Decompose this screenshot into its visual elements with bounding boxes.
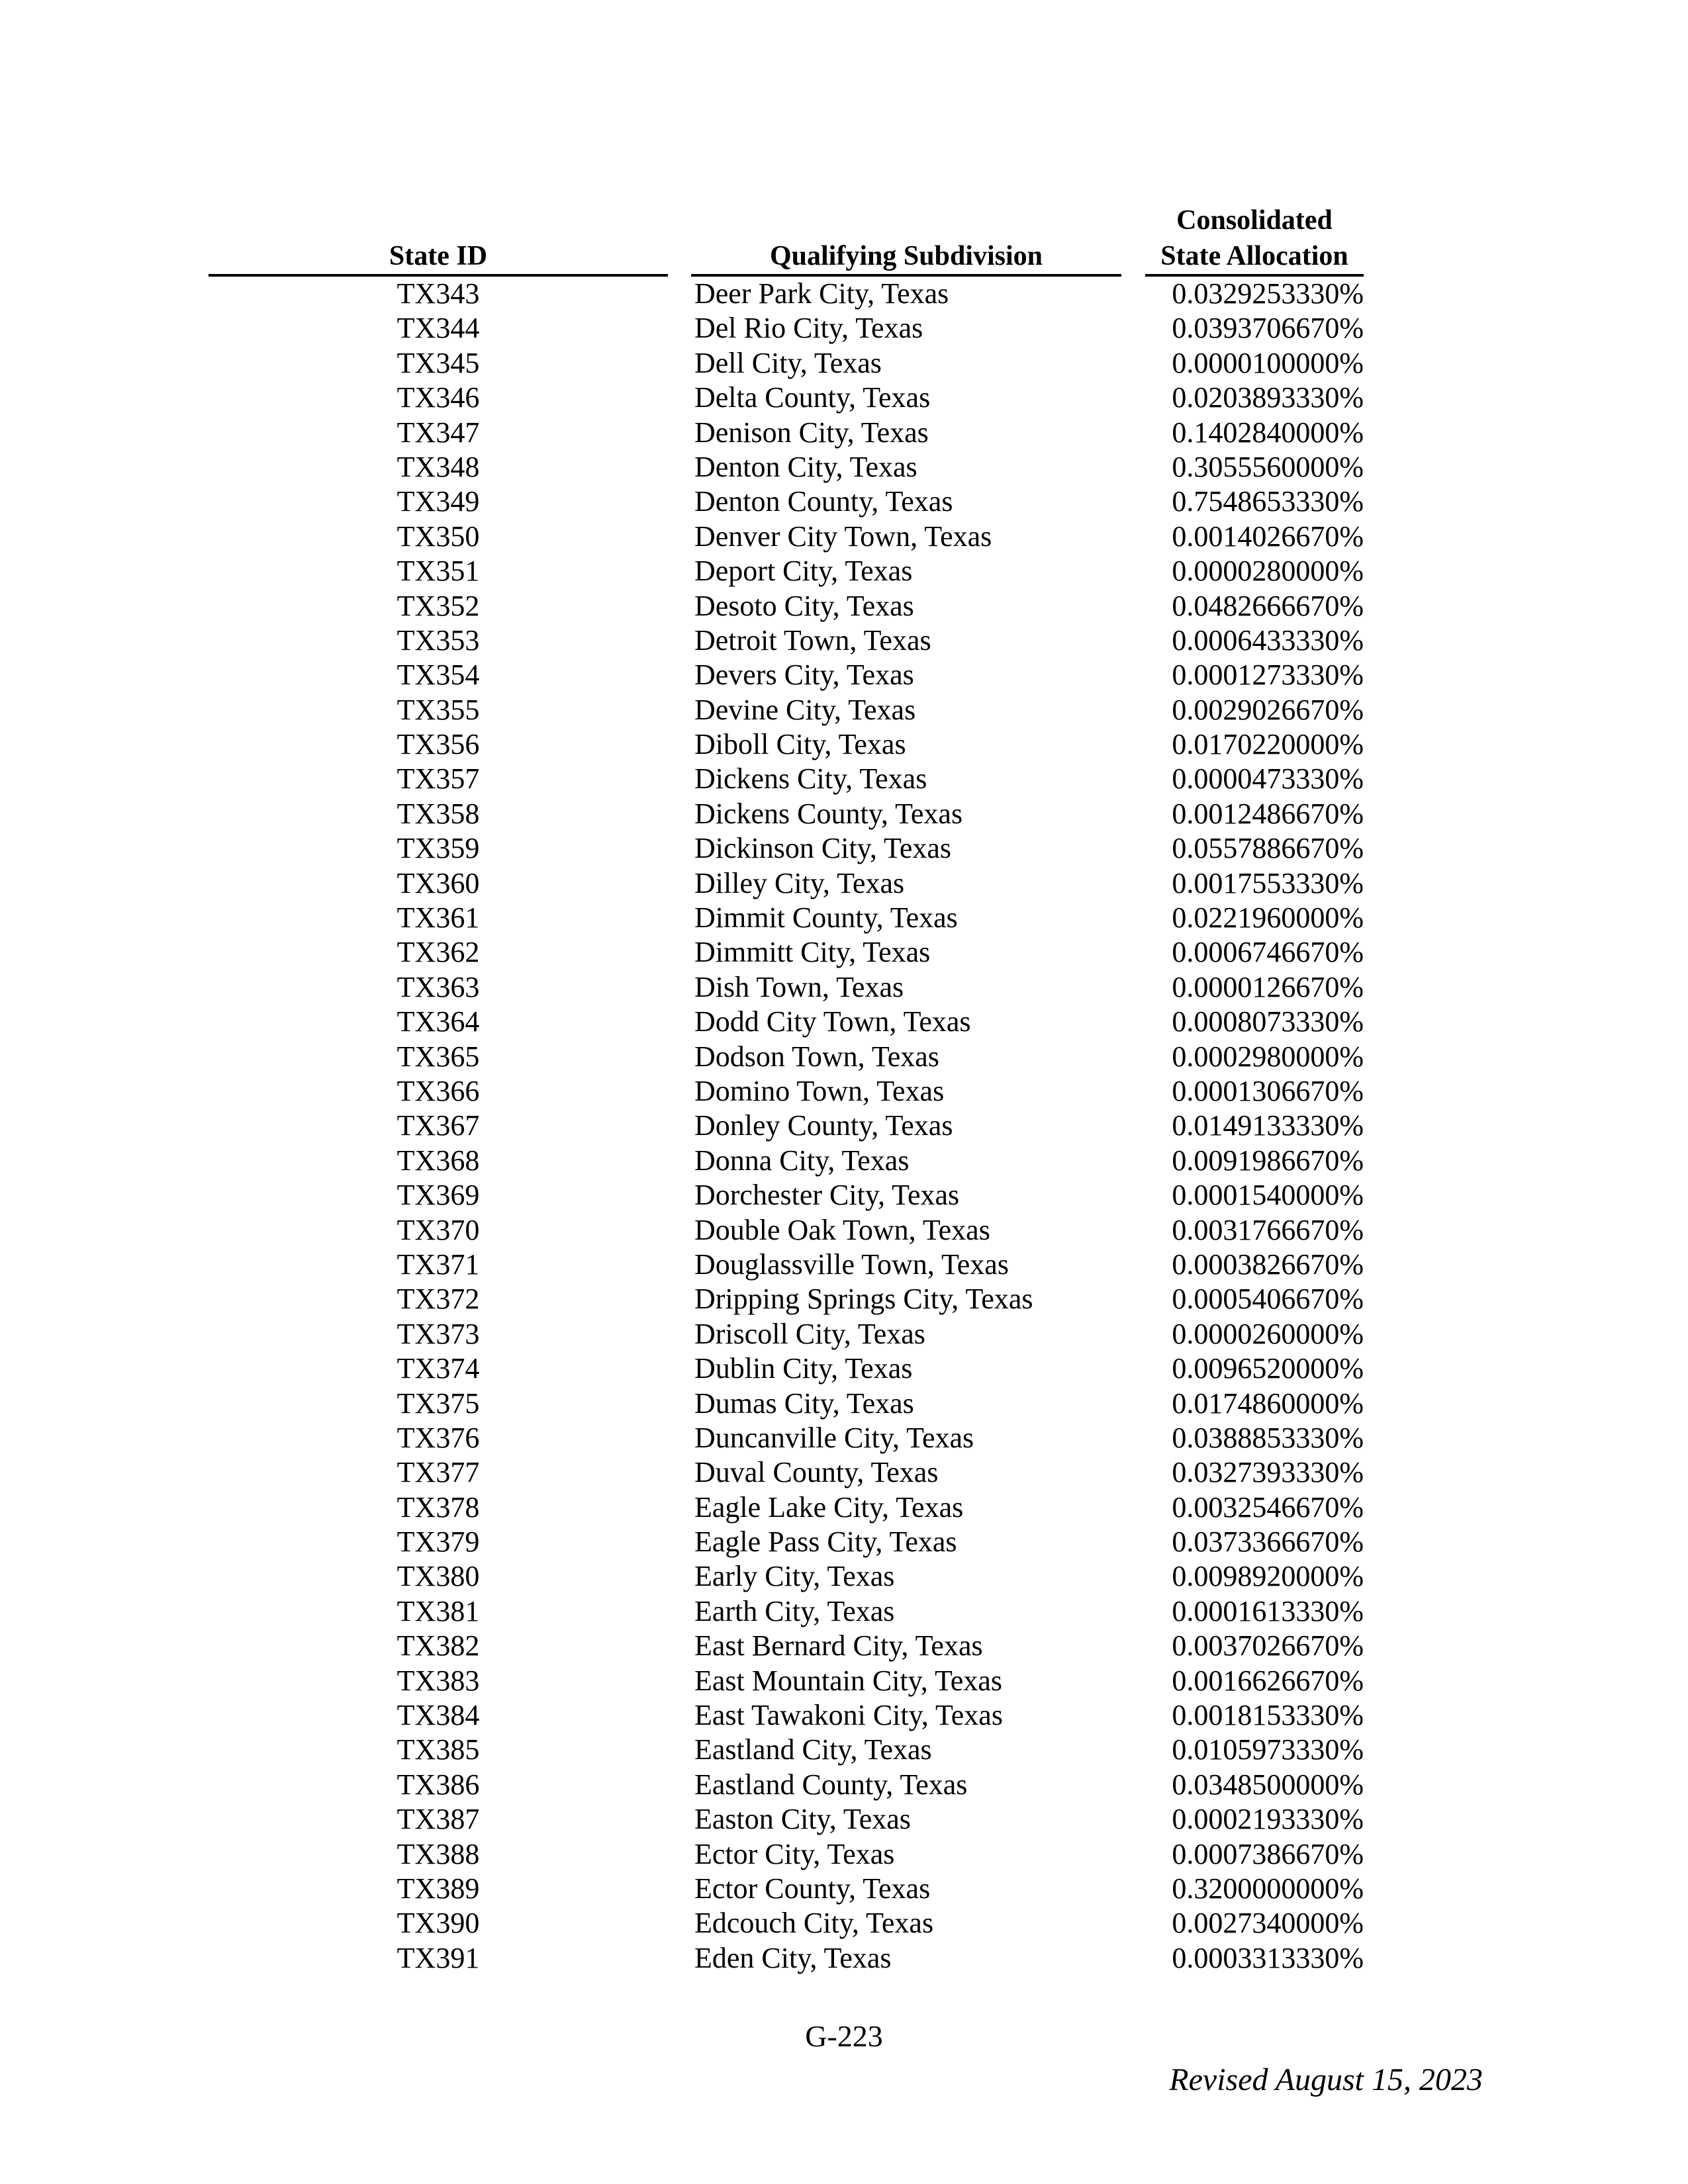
subdivision-cell: Duncanville City, Texas [694, 1421, 974, 1454]
state-id-cell: TX350 [397, 520, 480, 553]
table-row [0, 1768, 1688, 1802]
subdivision-cell: Eden City, Texas [694, 1941, 892, 1974]
subdivision-cell: Diboll City, Texas [694, 728, 906, 761]
state-id-cell: TX384 [397, 1699, 480, 1732]
allocation-cell: 0.3055560000% [1172, 450, 1364, 483]
allocation-cell: 0.0000126670% [1172, 970, 1364, 1003]
allocation-cell: 0.0388853330% [1172, 1421, 1364, 1454]
allocation-cell: 0.0014026670% [1172, 520, 1364, 553]
table-row [0, 831, 1688, 866]
table-row [0, 450, 1688, 484]
state-id-cell: TX344 [397, 312, 480, 345]
table-row [0, 381, 1688, 415]
table-row [0, 1074, 1688, 1109]
table-row [0, 1421, 1688, 1455]
table-row [0, 970, 1688, 1005]
table-row [0, 1282, 1688, 1316]
allocation-cell: 0.0221960000% [1172, 901, 1364, 934]
subdivision-cell: Dell City, Texas [694, 346, 882, 379]
allocation-cell: 0.0000473330% [1172, 762, 1364, 796]
subdivision-cell: Eagle Pass City, Texas [694, 1525, 957, 1559]
allocation-cell: 0.0105973330% [1172, 1733, 1364, 1766]
subdivision-cell: Devers City, Texas [694, 659, 914, 692]
state-id-cell: TX389 [397, 1872, 480, 1905]
table-row [0, 1455, 1688, 1490]
subdivision-cell: Dorchester City, Texas [694, 1179, 960, 1212]
subdivision-cell: Detroit Town, Texas [694, 623, 931, 657]
allocation-cell: 0.0003826670% [1172, 1248, 1364, 1281]
state-id-cell: TX369 [397, 1179, 480, 1212]
subdivision-cell: Deport City, Texas [694, 555, 913, 588]
table-row [0, 1802, 1688, 1837]
subdivision-cell: Eastland County, Texas [694, 1768, 968, 1801]
allocation-cell: 0.0149133330% [1172, 1109, 1364, 1142]
table-row [0, 311, 1688, 345]
subdivision-cell: East Mountain City, Texas [694, 1664, 1002, 1697]
table-row [0, 1317, 1688, 1351]
subdivision-cell: Dimmit County, Texas [694, 901, 958, 934]
subdivision-cell: Del Rio City, Texas [694, 312, 923, 345]
table-row [0, 1559, 1688, 1594]
table-row [0, 866, 1688, 901]
state-id-cell: TX391 [397, 1941, 480, 1974]
state-id-cell: TX379 [397, 1525, 480, 1559]
state-id-cell: TX343 [397, 277, 480, 310]
allocation-cell: 0.0174860000% [1172, 1387, 1364, 1420]
table-row [0, 1664, 1688, 1698]
table-row [0, 1733, 1688, 1767]
subdivision-cell: Edcouch City, Texas [694, 1907, 934, 1940]
state-id-cell: TX348 [397, 450, 480, 483]
allocation-cell: 0.0329253330% [1172, 277, 1364, 310]
allocation-cell: 0.0096520000% [1172, 1352, 1364, 1385]
table-row [0, 658, 1688, 692]
allocation-cell: 0.0001273330% [1172, 659, 1364, 692]
subdivision-cell: Dripping Springs City, Texas [694, 1283, 1033, 1316]
allocation-table-body [0, 277, 1688, 1976]
state-id-cell: TX358 [397, 797, 480, 830]
table-row [0, 693, 1688, 727]
state-id-cell: TX372 [397, 1283, 480, 1316]
allocation-cell: 0.0003313330% [1172, 1941, 1364, 1974]
table-row [0, 416, 1688, 450]
table-row [0, 1490, 1688, 1525]
table-row [0, 1872, 1688, 1906]
table-row [0, 1941, 1688, 1976]
state-id-cell: TX354 [397, 659, 480, 692]
table-row [0, 1351, 1688, 1386]
revision-date: Revised August 15, 2023 [1169, 2062, 1483, 2097]
subdivision-cell: Deer Park City, Texas [694, 277, 949, 310]
state-id-cell: TX364 [397, 1005, 480, 1038]
allocation-cell: 0.0017553330% [1172, 866, 1364, 899]
state-id-cell: TX360 [397, 866, 480, 899]
table-row [0, 797, 1688, 831]
allocation-cell: 0.0006433330% [1172, 623, 1364, 657]
table-row [0, 589, 1688, 623]
subdivision-cell: Dickens City, Texas [694, 762, 927, 796]
table-row [0, 623, 1688, 658]
state-id-cell: TX367 [397, 1109, 480, 1142]
table-row [0, 346, 1688, 381]
table-row [0, 1525, 1688, 1559]
subdivision-cell: Dublin City, Texas [694, 1352, 913, 1385]
header-consolidated-allocation [1145, 192, 1364, 277]
state-id-cell: TX359 [397, 832, 480, 865]
state-id-cell: TX353 [397, 623, 480, 657]
allocation-cell: 0.0203893330% [1172, 381, 1364, 414]
allocation-cell: 0.0000100000% [1172, 346, 1364, 379]
table-row [0, 484, 1688, 519]
state-id-cell: TX387 [397, 1803, 480, 1836]
subdivision-cell: Dickinson City, Texas [694, 832, 952, 865]
subdivision-cell: Dumas City, Texas [694, 1387, 914, 1420]
subdivision-cell: Denver City Town, Texas [694, 520, 992, 553]
subdivision-cell: Ector County, Texas [694, 1872, 931, 1905]
allocation-cell: 0.0032546670% [1172, 1490, 1364, 1524]
subdivision-cell: East Tawakoni City, Texas [694, 1699, 1003, 1732]
subdivision-cell: Desoto City, Texas [694, 589, 914, 622]
subdivision-cell: Denison City, Texas [694, 416, 929, 449]
subdivision-cell: Dodson Town, Texas [694, 1040, 939, 1073]
state-id-cell: TX356 [397, 728, 480, 761]
state-id-cell: TX371 [397, 1248, 480, 1281]
state-id-cell: TX376 [397, 1421, 480, 1454]
allocation-cell: 0.0373366670% [1172, 1525, 1364, 1559]
allocation-cell: 0.3200000000% [1172, 1872, 1364, 1905]
page-number: G-223 [805, 2019, 883, 2053]
table-row [0, 1040, 1688, 1074]
state-id-cell: TX382 [397, 1629, 480, 1662]
allocation-cell: 0.0031766670% [1172, 1213, 1364, 1246]
allocation-cell: 0.0018153330% [1172, 1699, 1364, 1732]
allocation-cell: 0.0037026670% [1172, 1629, 1364, 1662]
state-id-cell: TX351 [397, 555, 480, 588]
table-row [0, 554, 1688, 588]
subdivision-cell: Donna City, Texas [694, 1144, 910, 1177]
table-row [0, 1213, 1688, 1248]
allocation-cell: 0.0016626670% [1172, 1664, 1364, 1697]
table-row [0, 727, 1688, 762]
state-id-cell: TX386 [397, 1768, 480, 1801]
subdivision-cell: Driscoll City, Texas [694, 1317, 925, 1350]
allocation-cell: 0.0008073330% [1172, 1005, 1364, 1038]
state-id-cell: TX349 [397, 485, 480, 518]
header-allocation-line2: State Allocation [1160, 241, 1348, 271]
table-row [0, 1629, 1688, 1663]
subdivision-cell: Donley County, Texas [694, 1109, 953, 1142]
allocation-cell: 0.0557886670% [1172, 832, 1364, 865]
allocation-cell: 0.0393706670% [1172, 312, 1364, 345]
allocation-cell: 0.1402840000% [1172, 416, 1364, 449]
table-row [0, 1906, 1688, 1940]
state-id-cell: TX361 [397, 901, 480, 934]
allocation-cell: 0.0029026670% [1172, 693, 1364, 726]
table-row [0, 1594, 1688, 1629]
subdivision-cell: Easton City, Texas [694, 1803, 911, 1836]
allocation-cell: 0.0327393330% [1172, 1456, 1364, 1489]
allocation-cell: 0.0482666670% [1172, 589, 1364, 622]
header-subdivision-label: Qualifying Subdivision [769, 241, 1043, 271]
subdivision-cell: Earth City, Texas [694, 1594, 895, 1627]
allocation-cell: 0.0002193330% [1172, 1803, 1364, 1836]
state-id-cell: TX346 [397, 381, 480, 414]
allocation-cell: 0.0012486670% [1172, 797, 1364, 830]
subdivision-cell: Dickens County, Texas [694, 797, 963, 830]
state-id-cell: TX368 [397, 1144, 480, 1177]
subdivision-cell: Denton City, Texas [694, 450, 917, 483]
subdivision-cell: Domino Town, Texas [694, 1074, 945, 1107]
subdivision-cell: East Bernard City, Texas [694, 1629, 983, 1662]
subdivision-cell: Denton County, Texas [694, 485, 953, 518]
subdivision-cell: Delta County, Texas [694, 381, 931, 414]
table-row [0, 277, 1688, 311]
state-id-cell: TX381 [397, 1594, 480, 1627]
state-id-cell: TX363 [397, 970, 480, 1003]
subdivision-cell: Douglassville Town, Texas [694, 1248, 1009, 1281]
state-id-cell: TX377 [397, 1456, 480, 1489]
table-row [0, 1178, 1688, 1212]
subdivision-cell: Early City, Texas [694, 1560, 895, 1593]
header-state-id [209, 192, 668, 277]
header-allocation-line1: Consolidated [1176, 205, 1333, 236]
table-row [0, 935, 1688, 970]
state-id-cell: TX362 [397, 936, 480, 969]
table-row [0, 1837, 1688, 1872]
allocation-cell: 0.0000260000% [1172, 1317, 1364, 1350]
state-id-cell: TX347 [397, 416, 480, 449]
table-row [0, 1144, 1688, 1178]
table-row [0, 1387, 1688, 1421]
allocation-cell: 0.0005406670% [1172, 1283, 1364, 1316]
state-id-cell: TX373 [397, 1317, 480, 1350]
state-id-cell: TX345 [397, 346, 480, 379]
subdivision-cell: Dish Town, Texas [694, 970, 904, 1003]
subdivision-cell: Double Oak Town, Texas [694, 1213, 990, 1246]
allocation-cell: 0.0170220000% [1172, 728, 1364, 761]
subdivision-cell: Ector City, Texas [694, 1837, 895, 1870]
allocation-cell: 0.0001306670% [1172, 1074, 1364, 1107]
allocation-cell: 0.0001613330% [1172, 1594, 1364, 1627]
allocation-cell: 0.0000280000% [1172, 555, 1364, 588]
allocation-cell: 0.0348500000% [1172, 1768, 1364, 1801]
subdivision-cell: Duval County, Texas [694, 1456, 939, 1489]
allocation-cell: 0.0098920000% [1172, 1560, 1364, 1593]
subdivision-cell: Devine City, Texas [694, 693, 916, 726]
header-qualifying-subdivision [691, 192, 1121, 277]
state-id-cell: TX385 [397, 1733, 480, 1766]
state-id-cell: TX390 [397, 1907, 480, 1940]
state-id-cell: TX378 [397, 1490, 480, 1524]
header-state-id-label: State ID [389, 241, 488, 271]
table-row [0, 1248, 1688, 1282]
state-id-cell: TX388 [397, 1837, 480, 1870]
allocation-cell: 0.0001540000% [1172, 1179, 1364, 1212]
table-row [0, 1005, 1688, 1039]
state-id-cell: TX366 [397, 1074, 480, 1107]
state-id-cell: TX357 [397, 762, 480, 796]
allocation-cell: 0.0006746670% [1172, 936, 1364, 969]
state-id-cell: TX370 [397, 1213, 480, 1246]
table-row [0, 1698, 1688, 1733]
table-row [0, 520, 1688, 554]
table-row [0, 901, 1688, 935]
subdivision-cell: Dilley City, Texas [694, 866, 905, 899]
subdivision-cell: Dimmitt City, Texas [694, 936, 931, 969]
allocation-cell: 0.0002980000% [1172, 1040, 1364, 1073]
allocation-cell: 0.0007386670% [1172, 1837, 1364, 1870]
subdivision-cell: Eagle Lake City, Texas [694, 1490, 964, 1524]
allocation-cell: 0.7548653330% [1172, 485, 1364, 518]
subdivision-cell: Dodd City Town, Texas [694, 1005, 971, 1038]
state-id-cell: TX383 [397, 1664, 480, 1697]
state-id-cell: TX352 [397, 589, 480, 622]
table-row [0, 762, 1688, 796]
state-id-cell: TX375 [397, 1387, 480, 1420]
table-row [0, 1109, 1688, 1143]
state-id-cell: TX355 [397, 693, 480, 726]
state-id-cell: TX374 [397, 1352, 480, 1385]
allocation-cell: 0.0091986670% [1172, 1144, 1364, 1177]
state-id-cell: TX380 [397, 1560, 480, 1593]
subdivision-cell: Eastland City, Texas [694, 1733, 932, 1766]
allocation-cell: 0.0027340000% [1172, 1907, 1364, 1940]
state-id-cell: TX365 [397, 1040, 480, 1073]
